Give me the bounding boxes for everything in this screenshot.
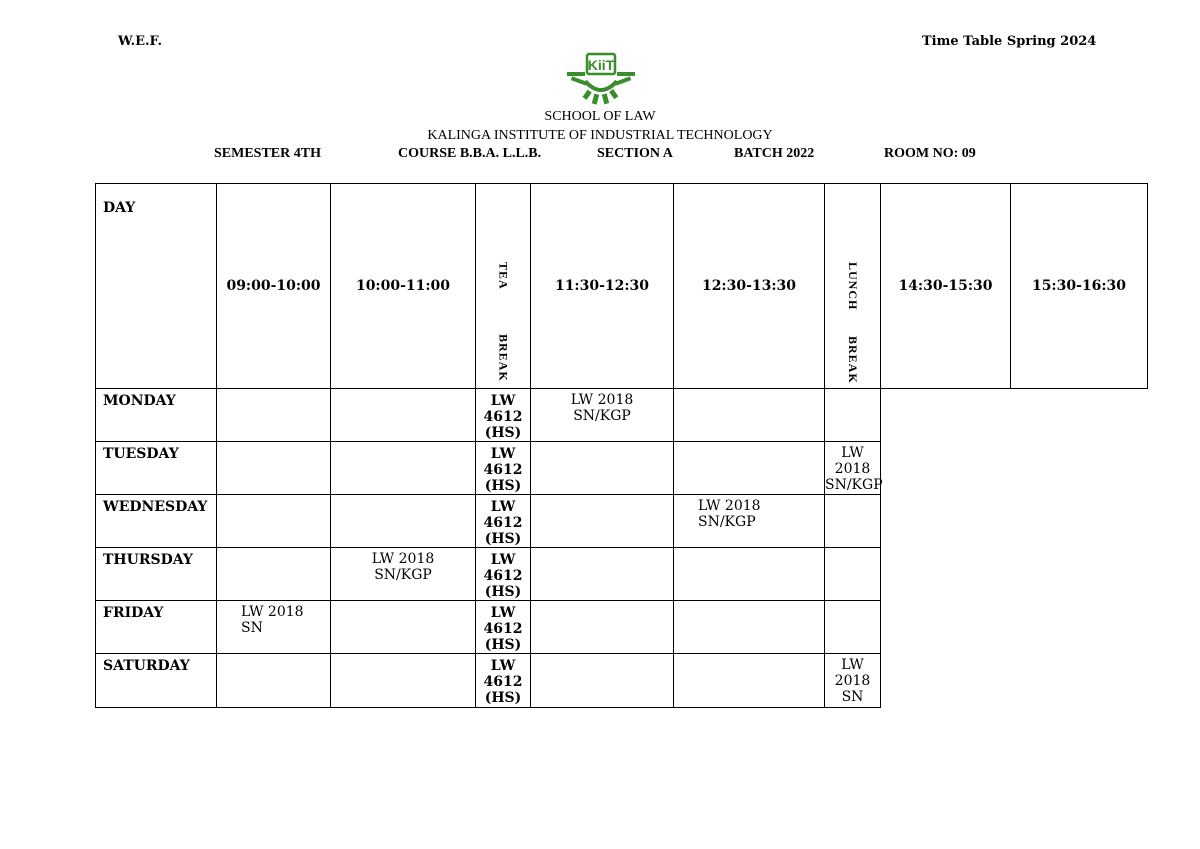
class-cell: LW 2018 SN/KGP bbox=[331, 548, 476, 601]
class-cell: LW 2018 SN bbox=[217, 601, 331, 654]
course-label: COURSE B.B.A. L.L.B. bbox=[398, 146, 542, 161]
class-cell: LW 4612 (HS) bbox=[476, 654, 531, 708]
header-row bbox=[96, 184, 1148, 389]
class-cell bbox=[674, 654, 825, 708]
slot-header: 11:30-12:30 bbox=[531, 184, 674, 389]
class-cell: LW 2018 SN bbox=[825, 654, 881, 708]
institute-name: KALINGA INSTITUTE OF INDUSTRIAL TECHNOLOGY bbox=[427, 128, 773, 143]
semester-label: SEMESTER 4TH bbox=[214, 146, 321, 161]
class-cell bbox=[674, 389, 825, 442]
slot-header: 10:00-11:00 bbox=[331, 184, 476, 389]
class-cell bbox=[331, 654, 476, 708]
class-cell: LW 4612 (HS) bbox=[476, 442, 531, 495]
class-cell: LW 4612 (HS) bbox=[476, 548, 531, 601]
class-cell bbox=[825, 495, 881, 548]
table-row bbox=[96, 654, 1148, 708]
school-name: SCHOOL OF LAW bbox=[544, 109, 656, 124]
class-cell: LW 2018 SN/KGP bbox=[674, 495, 825, 548]
timetable-grid bbox=[95, 183, 1148, 708]
class-cell bbox=[331, 601, 476, 654]
tea-break-column bbox=[476, 184, 531, 389]
lunch-break-column bbox=[825, 184, 881, 389]
class-cell bbox=[674, 601, 825, 654]
day-cell: WEDNESDAY bbox=[96, 495, 217, 548]
class-cell bbox=[531, 442, 674, 495]
class-cell bbox=[217, 442, 331, 495]
room-label: ROOM NO: 09 bbox=[884, 146, 976, 161]
table-row bbox=[96, 389, 1148, 442]
section-label: SECTION A bbox=[597, 146, 673, 161]
table-row bbox=[96, 442, 1148, 495]
class-cell: LW 2018 SN/KGP bbox=[531, 389, 674, 442]
table-row bbox=[96, 548, 1148, 601]
slot-header: 14:30-15:30 bbox=[881, 184, 1011, 389]
class-cell bbox=[331, 442, 476, 495]
class-cell bbox=[531, 601, 674, 654]
svg-text:KiiT: KiiT bbox=[587, 57, 615, 73]
class-cell bbox=[217, 654, 331, 708]
kiit-logo-icon bbox=[563, 52, 639, 108]
class-cell bbox=[674, 442, 825, 495]
table-row bbox=[96, 601, 1148, 654]
slot-header: 15:30-16:30 bbox=[1011, 184, 1148, 389]
tea-break-word-2: BREAK bbox=[496, 333, 511, 382]
day-cell: TUESDAY bbox=[96, 442, 217, 495]
class-cell bbox=[825, 389, 881, 442]
wef-label: W.E.F. bbox=[118, 34, 162, 49]
class-cell: LW 4612 (HS) bbox=[476, 389, 531, 442]
class-cell bbox=[217, 548, 331, 601]
lunch-break-word-1: LUNCH bbox=[846, 262, 860, 311]
tea-break-word-1: TEA bbox=[496, 262, 511, 290]
class-cell bbox=[531, 495, 674, 548]
day-header: DAY bbox=[96, 184, 217, 389]
class-cell bbox=[531, 548, 674, 601]
day-cell: THURSDAY bbox=[96, 548, 217, 601]
slot-header: 09:00-10:00 bbox=[217, 184, 331, 389]
class-cell bbox=[217, 389, 331, 442]
class-cell bbox=[331, 389, 476, 442]
class-cell: LW 4612 (HS) bbox=[476, 495, 531, 548]
class-cell bbox=[331, 495, 476, 548]
class-cell bbox=[825, 601, 881, 654]
slot-header: 12:30-13:30 bbox=[674, 184, 825, 389]
timetable-title: Time Table Spring 2024 bbox=[922, 34, 1097, 49]
class-cell: LW 4612 (HS) bbox=[476, 601, 531, 654]
class-cell bbox=[217, 495, 331, 548]
day-cell: FRIDAY bbox=[96, 601, 217, 654]
class-cell bbox=[531, 654, 674, 708]
class-cell: LW 2018 SN/KGP bbox=[825, 442, 881, 495]
class-cell bbox=[825, 548, 881, 601]
batch-label: BATCH 2022 bbox=[734, 146, 815, 161]
day-cell: MONDAY bbox=[96, 389, 217, 442]
day-cell: SATURDAY bbox=[96, 654, 217, 708]
lunch-break-word-2: BREAK bbox=[846, 336, 860, 385]
table-row bbox=[96, 495, 1148, 548]
class-cell bbox=[674, 548, 825, 601]
